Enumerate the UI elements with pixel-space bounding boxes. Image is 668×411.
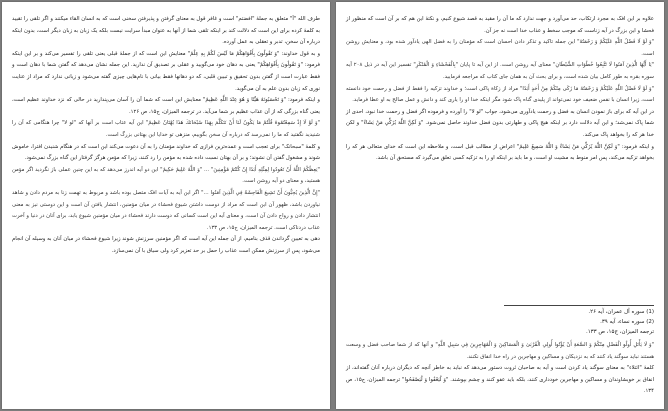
paragraph: "يَعِظُكُمُ اللَّهُ أَنْ تَعُودُوا لِمِثْلِهِ أَبَدًا إِنْ كُنْتُمْ مُؤْمِنِينَ" ... "وَ اللَّهُ عَلِيمٌ حَكِيمٌ" این دو آیه اندرز می‌دهد که به این چنین عملی باز نگردید اگر مؤمن هستید، و معنای دو آیه روشن است. [12, 166, 320, 185]
paragraph: دهی به تعیین گرداندن قذف بنامیم، از آن جمله این آیه است که اگر مؤمنین سرزنش شوند زیرا شیوع فحشاء در میان آنان به وسیله آن انجام می‌شود، پس از سرزنش ممکن است عذاب را حمل بر حد تعزیر کرد ولی سیاق با آن نمی‌سازد. [12, 236, 320, 254]
right-page-text [346, 14, 654, 297]
right-page [336, 2, 664, 409]
paragraph: علاوه بر این افک به مجرد ارتکاب، حد می‌آورد و جهت ندارد که ما آن را مقید به قصد شیوع کنیم، و نکتهٔ این هم که بر آن است که منظور از فحشا و این بزرگ در آیه زناست که موجب سخط و عذاب خدا است نه جز آن. [346, 16, 654, 34]
footnotes [484, 307, 654, 337]
paragraph: و به قول خداوند: "وَ تَقُولُونَ بِأَفْوَاهِكُمْ مَا لَيْسَ لَكُمْ بِهِ عِلْمٌ" معنایش این است که از جملهٔ قبلی یعنی تلقی را تفسیر می‌کند و بر این اینکه فرمود: "وَ تَقُولُونَ بِأَفْوَاهِكُمْ" یعنی به دهان خود می‌گویید و عقلی بر تصدیق آن ندارید. این جمله نشان می‌دهد که گفتن شما با دهان است و فقط عبارت است از گفتن بدون تحقیق و تبیین قلبی، که دو دهانها فقط بیانی با نام‌هایی چیزی گفته می‌شود و زیانی ندارد که مراد از عنایت نوری که زبان بدون علم به آن می‌گوید. [12, 50, 320, 92]
paragraph: و اینکه فرمود: "وَ تَحْسَبُونَهُ هَيِّنًا وَ هُوَ عِنْدَ اللَّهِ عَظِيمٌ" معنایش این است که شما آن را آسان می‌پندارید در حالی که نزد خداوند عظیم است، یعنی گناه بزرگی که از آن عذاب عظیم بر شما می‌آید. در ترجمه المیزان، ج۱۵، ص ۱۲۶. [12, 97, 320, 115]
right-page-lower-text [346, 340, 654, 401]
left-page-text [12, 14, 320, 401]
paragraph: "وَ لَا يَأْتَلِ أُولُو الْفَضْلِ مِنْكُمْ وَ السَّعَةِ أَنْ يُؤْتُوا أُولِي الْقُرْبَىٰ وَ الْمَسَاكِينَ وَ الْمُهَاجِرِينَ فِي سَبِيلِ اللَّهِ" و آنها که از شما صاحب فضل و وسعت هستند نباید سوگند یاد کنند که به نزدیکان و مساکین و مهاجرین در راه خدا انفاق نکنند. [346, 342, 654, 360]
paragraph: طرف الله "آ" متعلق به جملهٔ "افضتم" است و غافر قول به معنای گرفتن و پذیرفتن سخنی است که به انسان القاء میکنند و اگر تلقی را تقیید به کلمهٔ کرده برای این است که دلالت کند بر اینکه تلقی شما از آنها به عنوان مبدأ سرایت نیست بلکه یک زبان به زبان دیگر است، بدون اینکه درباره آن سخن، تدبر و تعقلی به عمل آورده. [12, 16, 320, 46]
paragraph: "وَ لَوْ لَا فَضْلُ اللَّهِ عَلَيْكُمْ وَ رَحْمَتُهُ مَا زَكَى مِنْكُمْ مِنْ أَحَدٍ أَبَدًا" مراد از زکاة پاکی است؛ و خداوند تزکیه را فقط از فضل و رحمت خود دانسته است، زیرا انسان با نفس ضعیف خود نمی‌تواند از پلیدی گناه پاک شود مگر اینکه خدا او را یاری کند و دانش و عمل صالح به او عطا فرماید. [346, 85, 654, 104]
footnote: (1) سوره آل عمران، آیه ۲۶. [588, 309, 654, 315]
left-page [2, 2, 330, 409]
paragraph: کلمهٔ "ائتلاء" به معنای سوگند یاد کردن است و آیه به صاحبان ثروت دستور می‌دهد که نباید به خاطر آنچه که دیگران درباره آنان گفته‌اند، از انفاق بر خویشاوندان و مساکین و مهاجرین خودداری کنند، بلکه باید عفو کنند و چشم بپوشند. "وَ لْيَعْفُوا وَ لْيَصْفَحُوا" ترجمه المیزان، ج۱۵، ص ۱۳۴. [346, 365, 654, 395]
paragraph: "وَ لَوْ لَا إِذْ سَمِعْتُمُوهُ قُلْتُمْ مَا يَكُونُ لَنَا أَنْ نَتَكَلَّمَ بِهَذَا سُبْحَانَكَ هَذَا بُهْتَانٌ عَظِيمٌ" این آیه عتاب است بر آنها که "لو لا" چرا هنگامی که آن را شنیدید نگفتید که ما را نمی‌رسد که درباره آن سخن بگوییم، منزهی تو خدایا این بهتانی بزرگ است. [12, 120, 320, 138]
paragraph: "يَا أَيُّهَا الَّذِينَ آمَنُوا لَا تَتَّبِعُوا خُطُوَاتِ الشَّيْطَانِ" معنای آیه روشن است. از این آیه تا پایان "بِالْفَحْشَاءِ وَ الْمُنْكَرِ" تفسیر این آیه در ذیل ۲۰۸ آیه سوره بقره به طور کامل بیان شده است، و برای بحث آن به همان جای کتاب که مراجعه فرمایید. [346, 62, 654, 80]
footnote: ترجمه المیزان، ج۱۵، ص ۱۳۳. [585, 329, 654, 335]
paragraph: "وَ لَوْ لَا فَضْلُ اللَّهِ عَلَيْكُمْ وَ رَحْمَتُهُ" این جمله تاکید و تذکر دادن احسان است که مؤمنان را به فضل الهی یادآور شده بود، و معنایش روشن است. [346, 39, 654, 57]
paragraph: و کلمهٔ "سبحانک" برای تعجب است و عمده‌ترین فرازی که خداوند مؤمنان را به آن دعوت می‌کند این است که در هنگام شنیدن افترا، خاموش شوند و مشغول گفتن آن نشوند؛ و بر آن بهتان نسبت داده شده به مؤمن را رد کنند، زیرا که مؤمن هرگز گرفتار این گناه بزرگ نمی‌شود. [12, 143, 320, 162]
paragraph: و اینکه فرمود: "وَ لَكِنَّ اللَّهَ يُزَكِّي مَنْ يَشَاءُ وَ اللَّهُ سَمِيعٌ عَلِيمٌ" اعراض از مطالب قبل است، و ملاحظه این است که خدای متعالی هر که را بخواهد تزکیه می‌کند، پس امر منوط به مشیت او است، و ما باید بر اینکه او را به تزکیه کسی تعلق می‌گیرد که مستحق آن باشد. [346, 143, 654, 162]
footnote-divider [504, 305, 654, 306]
paragraph: در این آیه که برای باز نمودن انسان به فضل و رحمت یادآوری می‌شود، جواب "لو لا" را آورده و فرموده اگر فضل و رحمت خدا نبود، احدی از شما پاک نمی‌شد؛ و این آیه دلالت دارد بر اینکه هیچ پاکی و طهارتی بدون فضل خداوند حاصل نمی‌شود. "وَ لَكِنَّ اللَّهَ يُزَكِّي مَنْ يَشَاءُ" و لکن خدا هر که را بخواهد پاک می‌کند. [346, 108, 654, 138]
footnote: (2) سوره نساء، آیه ۳۹. [600, 319, 654, 325]
paragraph: "إِنَّ الَّذِينَ يُحِبُّونَ أَنْ تَشِيعَ الْفَاحِشَةُ فِي الَّذِينَ آمَنُوا ..." اگر این آیه به آیات افک متصل بوده باشد و مربوط به تهمت زنا به مردم دادن و شاهد نیاوردن باشد، ظهور آن این است که مراد از دوست داشتن شیوع فحشاء در میان مؤمنین، انتشار یافتن آن است و این دوستی نیز به معنی انتشار دادن و رواج دادن آن است، و معنای آیه این است کسانی که دوست دارند فحشاء در میان مؤمنین شیوع یابد، برای آنان در دنیا و آخرت عذاب دردناکی است. ترجمه المیزان، ج۱۵، ص ۱۳۳. [12, 189, 320, 231]
